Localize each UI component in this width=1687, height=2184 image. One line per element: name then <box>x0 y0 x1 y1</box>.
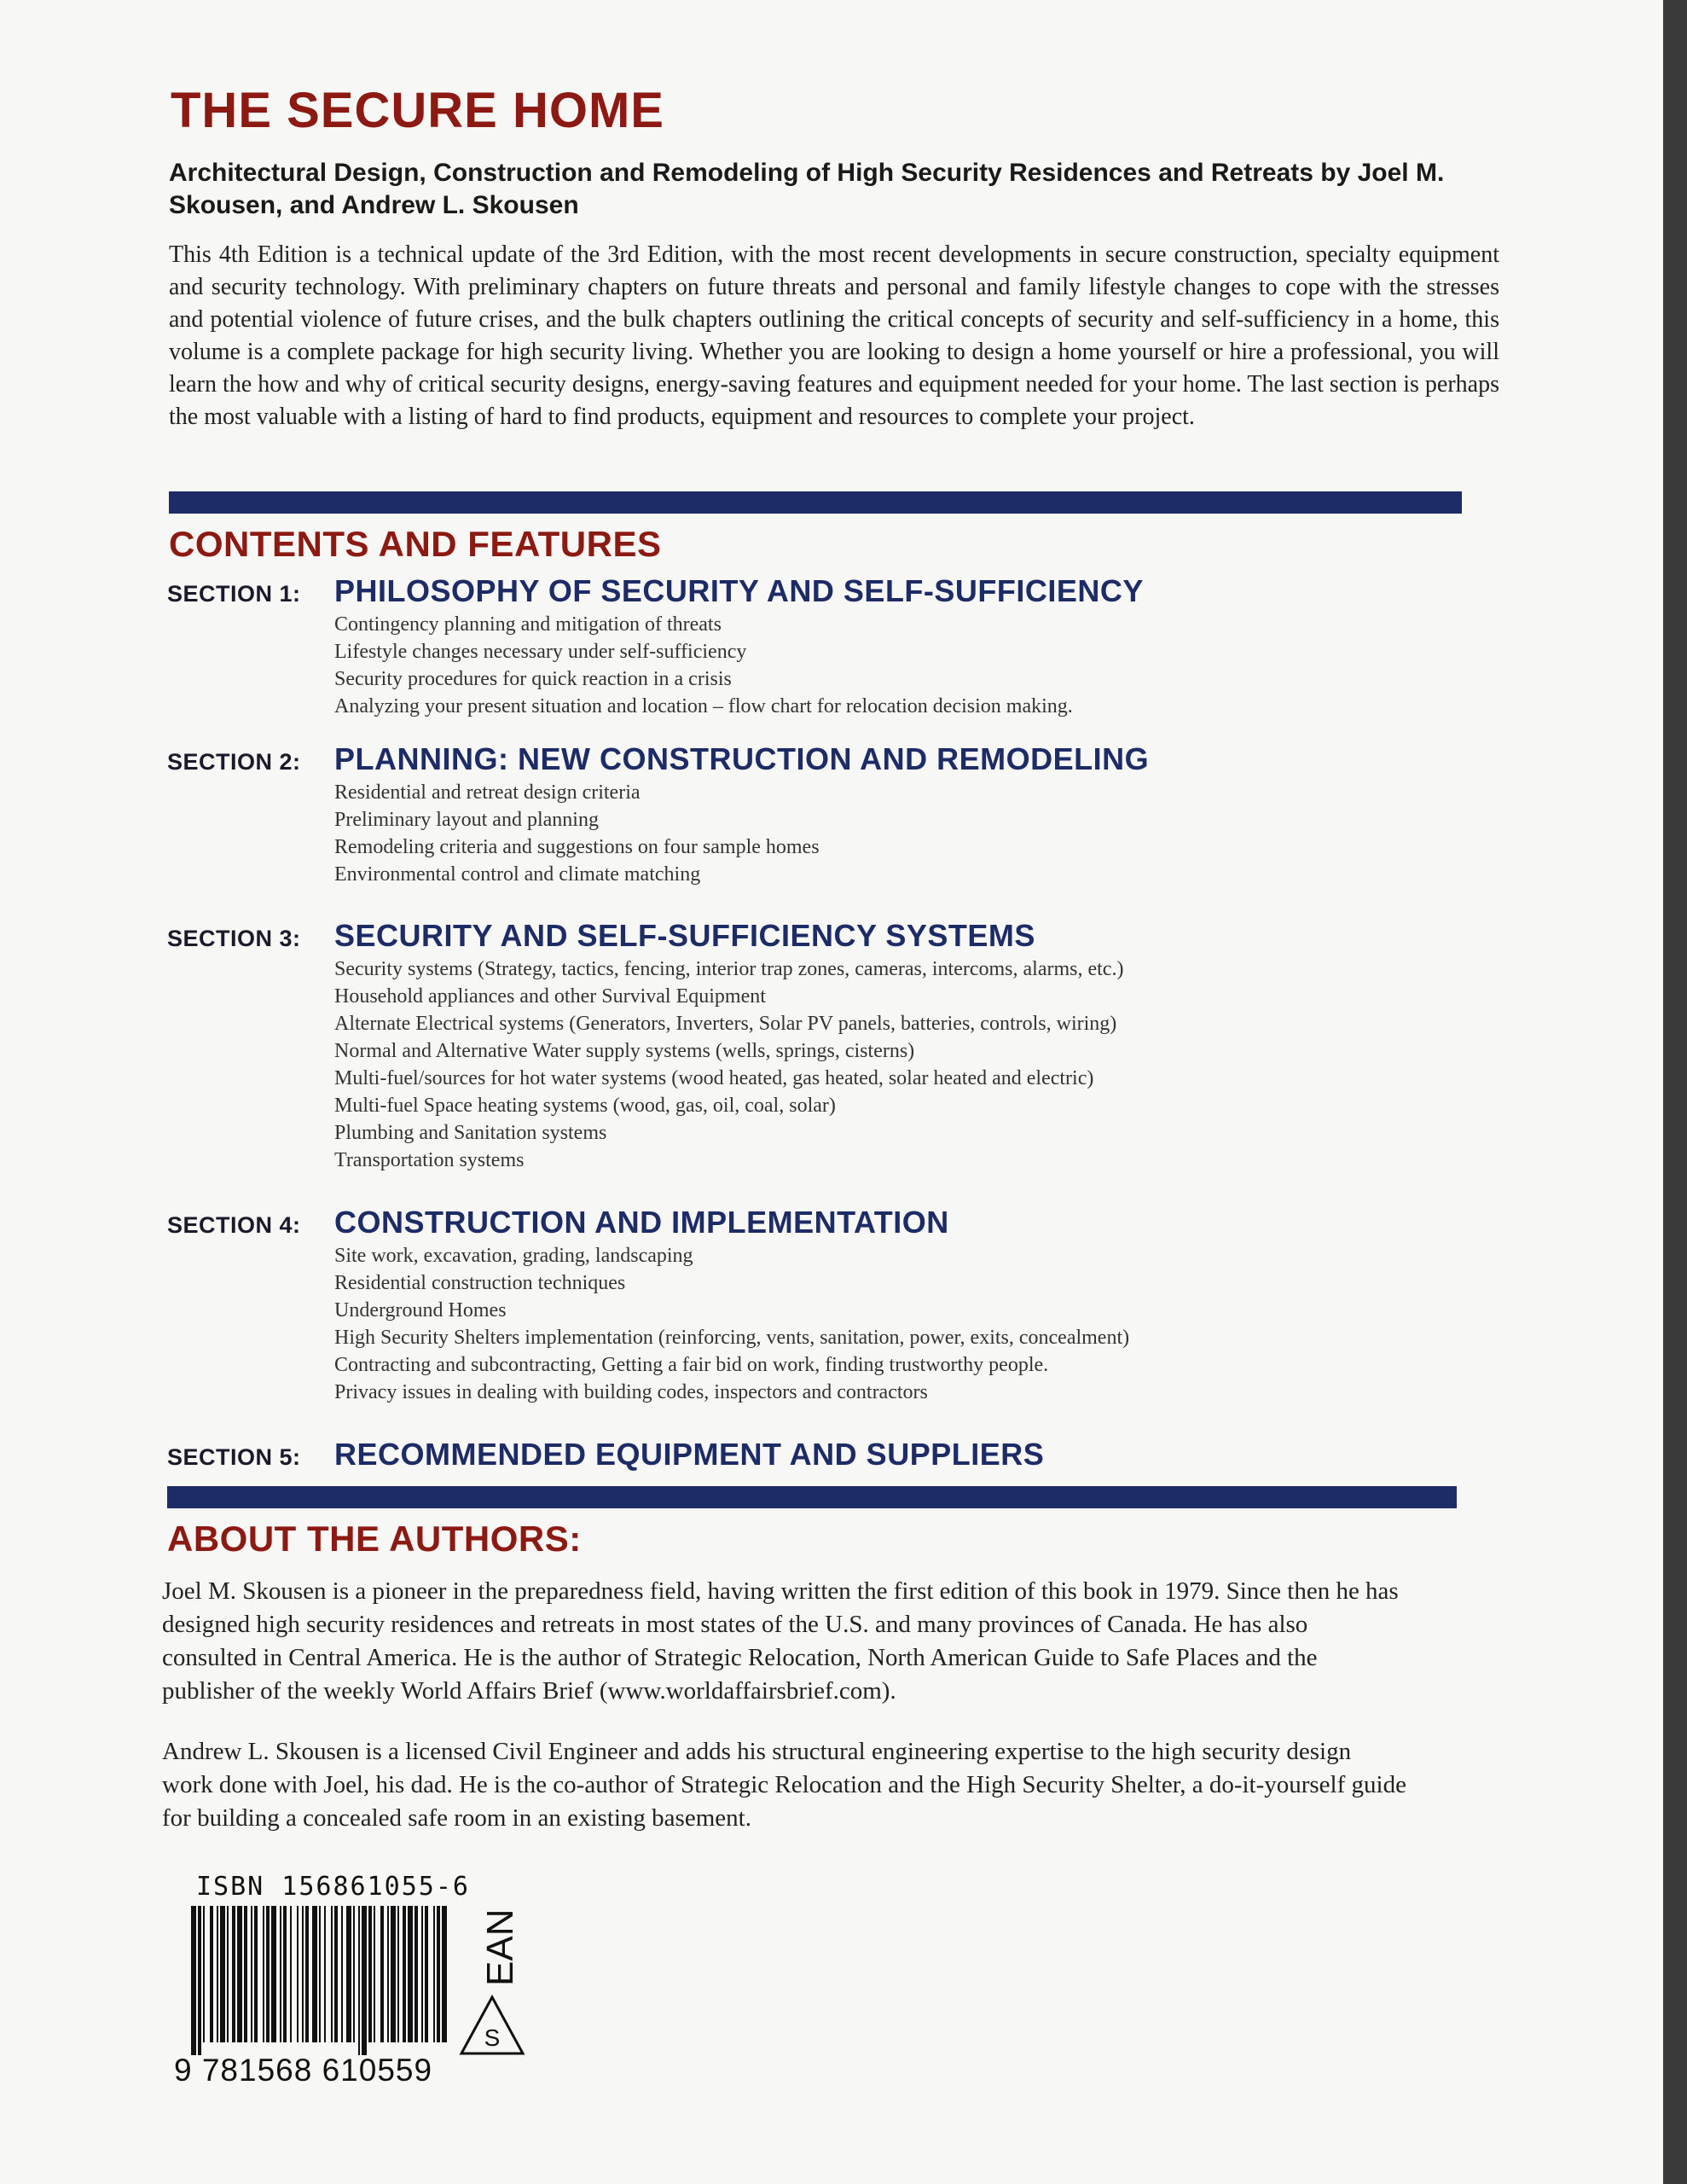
barcode-bar <box>374 1906 375 2042</box>
section-item: Alternate Electrical systems (Generators, Inverters, Solar PV panels, batteries, controls, wiring) <box>334 1013 1117 1035</box>
barcode-bar <box>198 1906 201 2055</box>
barcode-bar <box>362 1906 367 2055</box>
section-item: Household appliances and other Survival Equipment <box>334 985 766 1008</box>
barcode-bar <box>353 1906 355 2042</box>
barcode-bar <box>232 1906 235 2042</box>
divider-rule-bottom <box>167 1486 1457 1508</box>
section-item: Analyzing your present situation and location – flow chart for relocation decision making. <box>334 695 1073 717</box>
author-bio-andrew: Andrew L. Skousen is a licensed Civil Engineer and adds his structural engineering expertise to the high security design work done with Joel, his dad. He is the co-author of Strategic Relocation and the High Security Shelter, a do-it-yourself guide for building a concealed safe room in an existing basement. <box>162 1738 1406 1832</box>
ean-label-wrap <box>474 1904 522 1989</box>
section-item: Remodeling criteria and suggestions on four sample homes <box>334 836 820 858</box>
barcode-bar <box>302 1906 304 2042</box>
barcode-bar <box>437 1906 440 2042</box>
barcode-bar <box>408 1906 413 2042</box>
section-item: Environmental control and climate matching <box>334 863 701 886</box>
barcode-bar <box>266 1906 270 2042</box>
section-item: Lifestyle changes necessary under self-sufficiency <box>334 641 747 663</box>
ean-label: EAN <box>479 1908 521 1986</box>
barcode-bar <box>415 1906 418 2042</box>
barcode-bar <box>254 1906 258 2042</box>
barcode-bar <box>442 1906 447 2042</box>
contents-heading: CONTENTS AND FEATURES <box>169 524 662 564</box>
section-4 <box>167 1205 1498 1406</box>
barcode-digits: 9 781568 610559 <box>174 2053 433 2088</box>
barcode-bar <box>312 1906 317 2042</box>
book-subtitle: Architectural Design, Construction and Remodeling of High Security Residences and Retreats by Joel M. Skousen, and Andrew L. Skousen <box>169 159 1445 219</box>
section-title: SECURITY AND SELF-SUFFICIENCY SYSTEMS <box>334 918 1035 953</box>
divider-rule-top <box>169 491 1462 514</box>
section-item: Residential construction techniques <box>334 1272 626 1294</box>
barcode-bar <box>334 1906 338 2042</box>
book-title: THE SECURE HOME <box>171 83 664 138</box>
barcode-bar <box>397 1906 399 2042</box>
section-label: SECTION 3: <box>167 926 301 951</box>
barcode-bar <box>341 1906 343 2042</box>
barcode-bar <box>387 1906 389 2042</box>
section-item: Plumbing and Sanitation systems <box>334 1122 607 1144</box>
section-label: SECTION 4: <box>167 1212 301 1238</box>
barcode-bar <box>331 1906 333 2042</box>
barcode-bar <box>346 1906 351 2042</box>
barcode-bar <box>220 1906 225 2042</box>
barcode-bar <box>421 1906 423 2042</box>
author-bio-joel: Joel M. Skousen is a pioneer in the preparedness field, having written the first edition of this book in 1979. Since then he has designed high security residences and retreats in most states of the U.S. and many provinces of Canada. He has also consulted in Central America. He is the author of Strategic Relocation, North American Guide to Safe Places and the publisher of the weekly World Affairs Brief (www.worldaffairsbrief.com). <box>162 1577 1399 1705</box>
barcode-bar <box>319 1906 321 2042</box>
section-5 <box>167 1437 1498 1472</box>
barcode-bar <box>227 1906 229 2042</box>
section-3 <box>167 918 1498 1174</box>
barcode-bar <box>425 1906 428 2042</box>
section-item: Normal and Alternative Water supply systems (wells, springs, cisterns) <box>334 1040 915 1062</box>
section-item: Preliminary layout and planning <box>334 809 599 831</box>
barcode-bar <box>271 1906 276 2042</box>
barcode-bar <box>210 1906 213 2042</box>
barcode-bar <box>324 1906 326 2042</box>
barcode-bar <box>297 1906 299 2042</box>
section-item: Multi-fuel/sources for hot water systems (wood heated, gas heated, solar heated and electric) <box>334 1067 1094 1089</box>
section-label: SECTION 2: <box>167 749 301 775</box>
intro-paragraph: This 4th Edition is a technical update of the 3rd Edition, with the most recent developments in secure construction, specialty equipment and security technology. With preliminary chapters on future threats and personal and family lifestyle changes to cope with the stresses and potential violence of future crises, and the bulk chapters outlining the critical concepts of security and self-sufficiency in a home, this volume is a complete package for high security living. Whether you are looking to design a home yourself or hire a professional, you will learn the how and why of critical security designs, energy-saving features and equipment needed for your home. The last section is perhaps the most valuable with a listing of hard to find products, equipment and resources to complete your project. <box>169 241 1499 430</box>
section-title: CONSTRUCTION AND IMPLEMENTATION <box>334 1205 949 1240</box>
section-item: Contracting and subcontracting, Getting a fair bid on work, finding trustworthy people. <box>334 1354 1049 1376</box>
section-label: SECTION 1: <box>167 581 301 607</box>
section-item: High Security Shelters implementation (reinforcing, vents, sanitation, power, exits, concealment) <box>334 1327 1130 1349</box>
triangle-mark-letter: S <box>484 2024 501 2051</box>
barcode-bar <box>433 1906 435 2042</box>
section-item: Privacy issues in dealing with building codes, inspectors and contractors <box>334 1381 928 1403</box>
warning-triangle-icon <box>459 1995 525 2056</box>
section-item: Multi-fuel Space heating systems (wood, gas, oil, coal, solar) <box>334 1095 836 1117</box>
section-2 <box>167 741 1498 888</box>
section-item: Transportation systems <box>334 1149 525 1171</box>
section-title: RECOMMENDED EQUIPMENT AND SUPPLIERS <box>334 1437 1045 1472</box>
barcode-bar <box>283 1906 287 2042</box>
section-item: Security procedures for quick reaction in a crisis <box>334 668 732 690</box>
section-title: PHILOSOPHY OF SECURITY AND SELF-SUFFICIENCY <box>334 573 1144 608</box>
section-title: PLANNING: NEW CONSTRUCTION AND REMODELING <box>334 741 1150 776</box>
barcode-bar <box>237 1906 242 2042</box>
isbn-label: ISBN 156861055-6 <box>196 1872 470 1902</box>
barcode-bar <box>305 1906 309 2042</box>
section-label: SECTION 5: <box>167 1444 301 1470</box>
barcode-bar <box>358 1906 360 2055</box>
authors-heading: ABOUT THE AUTHORS: <box>167 1519 582 1559</box>
section-item: Security systems (Strategy, tactics, fencing, interior trap zones, cameras, intercoms, alarms, etc.) <box>334 958 1124 980</box>
section-item: Underground Homes <box>334 1299 507 1321</box>
barcode-bar <box>251 1906 252 2042</box>
barcode-bar <box>263 1906 264 2042</box>
barcode-bar <box>368 1906 372 2042</box>
barcode-graphic <box>189 1906 454 2055</box>
barcode-bar <box>191 1906 196 2055</box>
barcode-bar <box>203 1906 205 2042</box>
barcode-bar <box>380 1906 384 2042</box>
barcode-bar <box>290 1906 292 2042</box>
barcode-bar <box>244 1906 247 2042</box>
barcode-bar <box>391 1906 396 2042</box>
section-item: Contingency planning and mitigation of threats <box>334 613 722 636</box>
barcode-bar <box>403 1906 406 2042</box>
section-1 <box>167 573 1498 720</box>
barcode-bar <box>280 1906 281 2042</box>
section-item: Residential and retreat design criteria <box>334 781 641 804</box>
section-item: Site work, excavation, grading, landscaping <box>334 1245 693 1267</box>
barcode-bar <box>217 1906 218 2042</box>
